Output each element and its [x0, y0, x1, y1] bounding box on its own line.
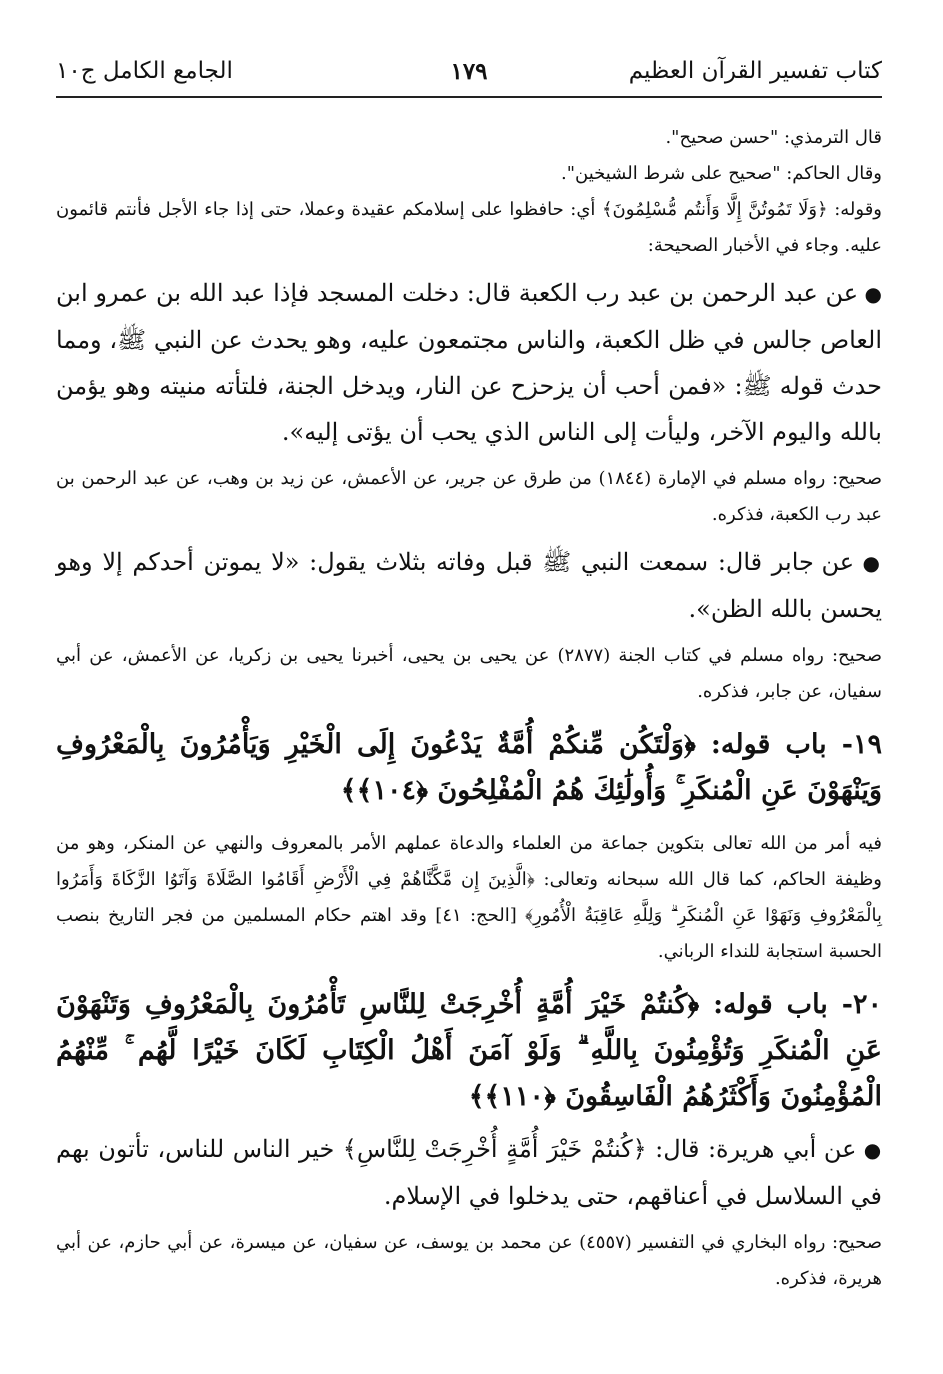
hadith-text: عن جابر قال: سمعت النبي ﷺ قبل وفاته بثلاث يقول: «لا يموتن أحدكم إلا وهو يحسن بالله الظن».	[56, 548, 882, 623]
commentary-paragraph: وقوله: ﴿وَلَا تَمُوتُنَّ إِلَّا وَأَنتُم مُّسْلِمُونَ﴾ أي: حافظوا على إسلامكم عقيدة وعملا، حتى إذا جاء الأجل فأنتم قائمون عليه. وجاء في الأخبار الصحيحة:	[56, 199, 882, 256]
header-rule	[56, 96, 882, 98]
hadith-text: عن أبي هريرة: قال: ﴿كُنتُمْ خَيْرَ أُمَّةٍ أُخْرِجَتْ لِلنَّاسِ﴾ خير الناس للناس، تأتون بهم في السلاسل في أعناقهم، حتى يدخلوا في الإسلام.	[56, 1135, 882, 1210]
hadith-jabir	[56, 539, 882, 632]
page-number: ١٧٩	[450, 58, 488, 85]
chapter-19-commentary: فيه أمر من الله تعالى بتكوين جماعة من العلماء والدعاة عملهم الأمر بالمعروف والنهي عن المنكر، وهو من وظيفة الحاكم، كما قال الله سبحانه وتعالى: ﴿الَّذِينَ إِن مَّكَّنَّاهُمْ فِي الْأَرْضِ أَقَامُوا الصَّلَاةَ وَآتَوُا الزَّكَاةَ وَأَمَرُوا بِالْمَعْرُوفِ وَنَهَوْا عَنِ الْمُنكَرِ ۗ وَلِلَّهِ عَاقِبَةُ الْأُمُورِ﴾ [الحج: ٤١] وقد اهتم حكام المسلمين من فجر التاريخ بنصب الحسبة استجابة للنداء الرباني.	[56, 833, 882, 962]
takhrij-muslim-imara: صحيح: رواه مسلم في الإمارة (١٨٤٤) من طرق عن جرير، عن الأعمش، عن زيد بن وهب، عن عبد الرحمن بن عبد رب الكعبة، فذكره.	[56, 468, 882, 525]
page-header	[56, 58, 882, 94]
series-title: الجامع الكامل ج١٠	[56, 58, 233, 84]
takhrij-bukhari-tafsir: صحيح: رواه البخاري في التفسير (٤٥٥٧) عن محمد بن يوسف، عن سفيان، عن ميسرة، عن أبي حازم، عن أبي هريرة، فذكره.	[56, 1232, 882, 1289]
hadith-abdulrahman	[56, 270, 882, 455]
chapter-19-heading: ١٩- باب قوله: ﴿وَلْتَكُن مِّنكُمْ أُمَّةٌ يَدْعُونَ إِلَى الْخَيْرِ وَيَأْمُرُونَ بِالْمَعْرُوفِ وَيَنْهَوْنَ عَنِ الْمُنكَرِ ۚ وَأُولَٰئِكَ هُمُ الْمُفْلِحُونَ ﴿١٠٤﴾﴾	[56, 729, 882, 806]
book-title: كتاب تفسير القرآن العظيم	[628, 58, 882, 84]
bullet-icon: ●	[858, 282, 882, 306]
hakim-grade: وقال الحاكم: "صحيح على شرط الشيخين".	[561, 163, 882, 184]
chapter-20-heading: ٢٠- باب قوله: ﴿كُنتُمْ خَيْرَ أُمَّةٍ أُخْرِجَتْ لِلنَّاسِ تَأْمُرُونَ بِالْمَعْرُوفِ وَتَنْهَوْنَ عَنِ الْمُنكَرِ وَتُؤْمِنُونَ بِاللَّهِ ۗ وَلَوْ آمَنَ أَهْلُ الْكِتَابِ لَكَانَ خَيْرًا لَّهُم ۚ مِّنْهُمُ الْمُؤْمِنُونَ وَأَكْثَرُهُمُ الْفَاسِقُونَ ﴿١١٠﴾﴾	[56, 989, 882, 1112]
tirmidhi-grade: قال الترمذي: "حسن صحيح".	[665, 127, 882, 148]
bullet-icon: ●	[854, 551, 883, 575]
page-body	[56, 120, 882, 1297]
hadith-abu-hurayra	[56, 1126, 882, 1219]
bullet-icon: ●	[856, 1138, 882, 1162]
hadith-text: عن عبد الرحمن بن عبد رب الكعبة قال: دخلت المسجد فإذا عبد الله بن عمرو ابن العاص جالس في ظل الكعبة، والناس مجتمعون عليه، وهو يحدث عن النبي ﷺ، ومما حدث قوله ﷺ: «فمن أحب أن يزحزح عن النار، ويدخل الجنة، فلتأته منيته وهو يؤمن بالله واليوم الآخر، وليأت إلى الناس الذي يحب أن يؤتى إليه».	[56, 279, 882, 446]
takhrij-muslim-janna: صحيح: رواه مسلم في كتاب الجنة (٢٨٧٧) عن يحيى بن يحيى، أخبرنا يحيى بن زكريا، عن الأعمش، عن أبي سفيان، عن جابر، فذكره.	[56, 645, 882, 702]
